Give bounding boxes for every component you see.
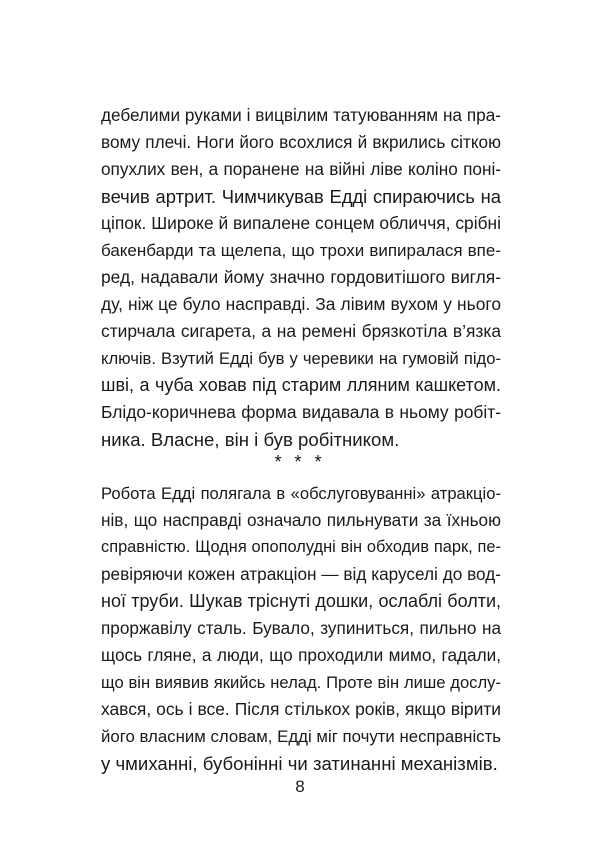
text-line: ред, надавали йому значно гордовитішого вигля-	[101, 267, 501, 287]
text-line: ника. Власне, він і був робітником.	[101, 429, 400, 450]
text-line: нів, що насправді означало пильнувати за їхньою	[101, 510, 501, 530]
text-line: вому плечі. Ноги його всохлися й вкрились сіткою	[101, 132, 501, 152]
text-line: справністю. Щодня опополудні він обходив парк, пе-	[101, 538, 501, 556]
text-line: шві, а чуба ховав під старим лляним кашкетом.	[101, 375, 501, 395]
section-separator: * * *	[274, 452, 326, 472]
paragraph-1	[101, 102, 501, 453]
text-line: стирчала сигарета, а на ремені брязкотіла в’язка	[101, 321, 501, 341]
text-line: бакенбарди та щелепа, що трохи випиралася впе-	[101, 241, 501, 260]
text-line: щось гляне, а люди, що проходили мимо, гадали,	[101, 645, 501, 665]
text-line: проржавілу сталь. Бувало, зупиниться, пильно на	[101, 618, 501, 638]
paragraph-2	[101, 480, 501, 777]
text-line: дебелими руками і вицвілим татуюванням на пра-	[101, 105, 501, 125]
page-number: 8	[295, 777, 305, 796]
text-line: ключів. Взутий Едді був у черевики на гумовій підо-	[101, 349, 501, 368]
text-line: вечив артрит. Чимчикував Едді спираючись на	[101, 186, 501, 207]
text-line: ревіряючи кожен атракціон — від каруселі до вод-	[101, 564, 501, 584]
text-line: у чмиханні, бубонінні чи затинанні механізмів.	[101, 753, 498, 774]
text-line: ду, ніж це було насправді. За лівим вухом у нього	[101, 294, 501, 314]
text-line: ної труби. Шукав тріснуті дошки, ослаблі болти,	[101, 591, 501, 611]
text-line: опухлих вен, а поранене на війні ліве коліно поні-	[101, 159, 501, 179]
text-line: Робота Едді полягала в «обслуговуванні» атракціо-	[101, 484, 501, 503]
text-line: його власним словам, Едді міг почути несправність	[101, 727, 501, 746]
text-line: хався, ось і все. Після стількох років, якщо вірити	[101, 699, 501, 719]
text-line: що він виявив якийсь нелад. Проте він лише дослу-	[101, 673, 501, 692]
text-line: Блідо-коричнева форма видавала в ньому робіт-	[101, 402, 501, 422]
text-line: ціпок. Широке й випалене сонцем обличчя, срібні	[101, 213, 501, 233]
